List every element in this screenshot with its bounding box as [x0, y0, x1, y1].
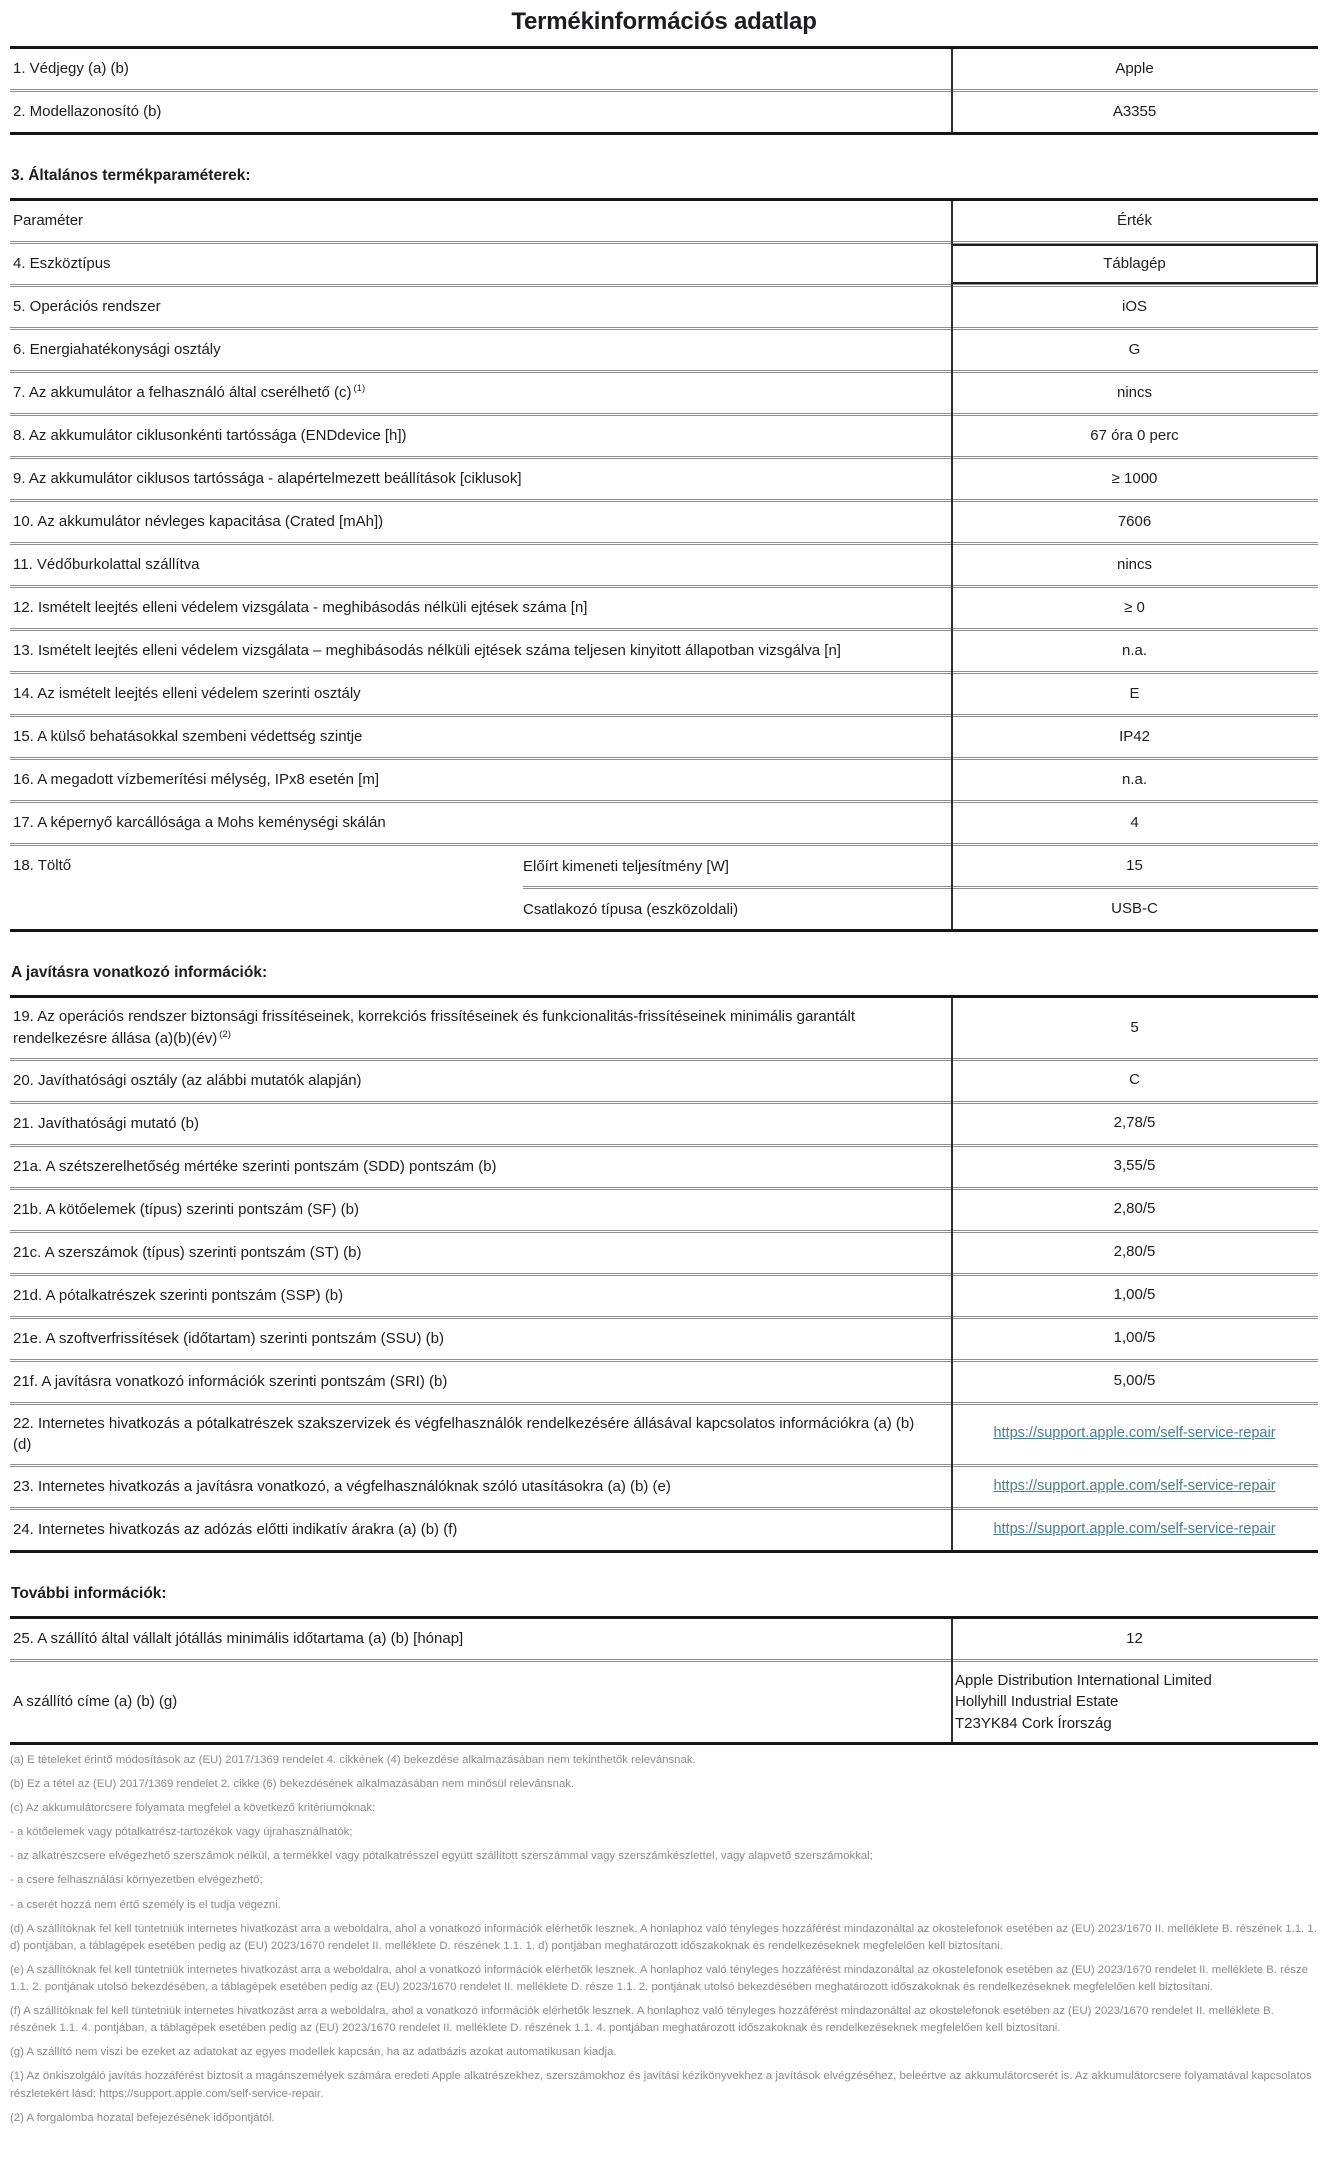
row-value: 2,80/5 — [1113, 1200, 1156, 1218]
self-service-repair-link[interactable]: https://support.apple.com/self-service-repair — [993, 1521, 1276, 1538]
table-row — [10, 456, 1318, 499]
row-label: 21. Javíthatósági mutató (b) — [13, 1114, 199, 1132]
table-row — [10, 585, 1318, 628]
table-row — [10, 1230, 1318, 1273]
supplier-address-line: Hollyhill Industrial Estate — [955, 1693, 1119, 1711]
row-value: 5 — [1130, 1018, 1139, 1036]
row-value: n.a. — [1121, 770, 1148, 788]
row-value: 67 óra 0 perc — [1090, 426, 1179, 444]
table-row — [10, 499, 1318, 542]
row-value: IP42 — [1119, 727, 1150, 745]
row-value: 3,55/5 — [1113, 1157, 1156, 1175]
supplier-address-line: T23YK84 Cork Írország — [955, 1714, 1112, 1732]
row-label: 24. Internetes hivatkozás az adózás előtti indikatív árakra (a) (b) (f) — [13, 1521, 458, 1539]
table-row — [10, 1144, 1318, 1187]
row-label: 5. Operációs rendszer — [13, 298, 161, 316]
row-label: 21b. A kötőelemek (típus) szerinti pontszám (SF) (b) — [13, 1200, 359, 1218]
supplier-address — [951, 1662, 1318, 1742]
row-label: 21f. A javításra vonatkozó információk szerinti pontszám (SRI) (b) — [13, 1372, 448, 1390]
row-value: ≥ 0 — [1124, 598, 1145, 616]
row-label: 6. Energiahatékonysági osztály — [13, 341, 221, 359]
charger-row-label: 18. Töltő — [13, 857, 72, 874]
table-row — [10, 1273, 1318, 1316]
row-label: 15. A külső behatásokkal szembeni védettség szintje — [13, 728, 363, 746]
table-header-row — [10, 201, 1318, 241]
table-row — [10, 628, 1318, 671]
row-value: 2,80/5 — [1113, 1243, 1156, 1261]
row-value — [951, 1510, 1318, 1550]
footnote: (e) A szállítóknak fel kell tüntetniük internetes hivatkozást arra a weboldalra, ahol a vonatkozó információk elérhetők lesznek. A honlaphoz való tényleges hozzáférést mindazonáltal az okostelefonok esetében az (EU) 2023/1670 rendelet II. melléklete B. része 1.1. 2. pontjának utolsó bekezdésében, a táblagépek esetében pedig az (EU) 2023/1670 rendelet II. melléklete D. része 1.1. 2. pontjának utolsó bekezdésében meghatározott időszakoknak és rendelkezéseknek megfelelően kell biztosítani. — [10, 1963, 1309, 1993]
row-label: 21e. A szoftverfrissítések (időtartam) szerinti pontszám (SSU) (b) — [13, 1329, 444, 1347]
supplier-address-line: Apple Distribution International Limited — [955, 1672, 1212, 1689]
row-value: iOS — [1121, 297, 1147, 315]
table-row — [10, 1402, 1318, 1465]
additional-information-table — [10, 1616, 1318, 1745]
charger-subrow-value: 15 — [1126, 856, 1143, 874]
row-label: 16. A megadott vízbemerítési mélység, IPx8 esetén [m] — [13, 771, 380, 789]
repair-information-table — [10, 995, 1318, 1553]
row-label: 17. A képernyő karcállósága a Mohs keménységi skálán — [13, 814, 386, 832]
row-value: nincs — [1116, 383, 1153, 401]
table-row — [10, 241, 1318, 284]
table-row — [10, 542, 1318, 585]
section-heading-general: 3. Általános termékparaméterek: — [11, 167, 251, 184]
row-value: C — [1129, 1071, 1140, 1089]
row-label: 14. Az ismételt leejtés elleni védelem szerinti osztály — [13, 685, 361, 703]
table-row — [10, 327, 1318, 370]
row-label: 21a. A szétszerelhetőség mértéke szerinti pontszám (SDD) pontszám (b) — [13, 1157, 497, 1175]
footnote: (1) Az önkiszolgáló javítás hozzáférést biztosít a magánszemélyek számára eredeti Apple alkatrészekhez, szerszámokhoz és javítási kézikönyvekhez a javítások elvégzéséhez, beleértve az akkumulátorcserét is. Az akkumulátorcsere folyamatával kapcsolatos részletekért lásd: https://support.apple.com/self-service-repair. — [10, 2070, 1312, 2100]
table-row — [10, 1187, 1318, 1230]
footnote: (2) A forgalomba hozatal befejezésének időpontjától. — [10, 2111, 275, 2124]
row-label: 13. Ismételt leejtés elleni védelem vizsgálata – meghibásodás nélküli ejtések száma teljesen kinyitott állapotban vizsgálva [n] — [13, 642, 841, 660]
self-service-repair-link[interactable]: https://support.apple.com/self-service-repair — [993, 1478, 1276, 1495]
row-value: 12 — [1126, 1629, 1143, 1647]
table-row — [10, 370, 1318, 413]
row-label: 11. Védőburkolattal szállítva — [13, 556, 200, 574]
table-row — [10, 1058, 1318, 1101]
row-label: 21d. A pótalkatrészek szerinti pontszám (SSP) (b) — [13, 1286, 344, 1304]
self-service-repair-link[interactable]: https://support.apple.com/self-service-repair — [993, 1425, 1276, 1442]
row-label: 23. Internetes hivatkozás a javításra vonatkozó, a végfelhasználóknak szóló utasításokra (a) (b) (e) — [13, 1478, 671, 1496]
table-row — [10, 49, 1318, 89]
table-row — [10, 413, 1318, 456]
footnote: (b) Ez a tétel az (EU) 2017/1369 rendelet 2. cikke (6) bekezdésének alkalmazásában nem minősül relevánsnak. — [10, 1778, 575, 1790]
footnote: - a cserét hozzá nem értő személy is el tudja végezni. — [10, 1898, 281, 1911]
table-row — [10, 89, 1318, 132]
table-row — [10, 1101, 1318, 1144]
footnote: (c) Az akkumulátorcsere folyamata megfelel a következő kritériumoknak: — [10, 1802, 376, 1815]
supplier-address-row — [10, 1659, 1318, 1742]
row-value: ≥ 1000 — [1111, 469, 1158, 487]
footnote: (a) E tételeket érintő módosítások az (EU) 2017/1369 rendelet 4. cikkének (4) bekezdése alkalmazásában nem tekinthetők relevánsnak. — [10, 1753, 696, 1766]
footnote: - a kötőelemek vagy pótalkatrész-tartozékok vagy újrahasználhatók; — [10, 1826, 353, 1839]
footnote: - a csere felhasználási környezetben elvégezhető; — [10, 1874, 263, 1887]
row-label: 12. Ismételt leejtés elleni védelem vizsgálata - meghibásodás nélküli ejtések száma [n] — [13, 599, 588, 617]
row-value: 7606 — [1117, 512, 1152, 530]
footnote-ref: (2) — [219, 1028, 231, 1040]
row-label: 4. Eszköztípus — [13, 255, 111, 273]
row-value: nincs — [1116, 555, 1153, 573]
charger-subrow — [523, 846, 1318, 886]
row-value — [951, 1467, 1318, 1507]
row-label: 10. Az akkumulátor névleges kapacitása (Crated [mAh]) — [13, 513, 384, 531]
footnote: (f) A szállítóknak fel kell tüntetniük internetes hivatkozást arra a weboldalra, ahol a vonatkozó információk elérhetők lesznek. A honlaphoz való tényleges hozzáférést mindazonáltal az okostelefonok esetében az (EU) 2023/1670 rendelet II. melléklete B. részének 1.1. 4. pontjában, a táblagépek esetében pedig az (EU) 2023/1670 rendelet II. melléklete D. részének 1.1. 4. pontjában meghatározott időszakoknak és rendelkezéseknek megfelelően kell biztosítani. — [10, 2005, 1274, 2035]
row-label: A szállító címe (a) (b) (g) — [13, 1693, 178, 1711]
footnote-ref: (1) — [353, 383, 366, 395]
table-row — [10, 1464, 1318, 1507]
column-header-parameter: Paraméter — [13, 212, 84, 230]
table-row — [10, 1507, 1318, 1550]
row-label: 7. Az akkumulátor a felhasználó által cserélhető (c) $^{(1)}$ — [13, 383, 366, 402]
section-heading-more: További információk: — [11, 1585, 167, 1602]
table-row — [10, 671, 1318, 714]
row-label: 20. Javíthatósági osztály (az alábbi mutatók alapján) — [13, 1071, 362, 1089]
column-header-value: Érték — [1116, 211, 1152, 229]
footnote: - az alkatrészcsere elvégezhető szerszámok nélkül, a termékkel vagy pótalkatrésszel együtt szállított szerszámmal vagy szerszámkészlettel, vagy alapvető szerszámokkal; — [10, 1850, 873, 1863]
footnote: (d) A szállítóknak fel kell tüntetniük internetes hivatkozást arra a weboldalra, ahol a vonatkozó információk elérhetők lesznek. A honlaphoz való tényleges hozzáférést mindazonáltal az okostelefonok esetében az (EU) 2023/1670 II. melléklete B. részének 1.1. 1. d) pontjában, a táblagépek esetében pedig az (EU) 2023/1670 rendelet II. melléklete D. részének 1.1. 1. d) pontjában meghatározott időszakoknak és rendelkezéseknek megfelelően kell biztosítani. — [10, 1922, 1317, 1952]
row-value: 1,00/5 — [1113, 1286, 1156, 1304]
row-label: 19. Az operációs rendszer biztonsági frissítéseinek, korrekciós frissítéseinek és funkcionalitás-frissítéseinek minimális garantált rendelkezésre állása (a)(b)(év) $^{(2)}$ — [13, 1008, 856, 1047]
row-value: 1,00/5 — [1113, 1329, 1156, 1347]
charger-subrow — [523, 886, 1318, 929]
table-row — [10, 284, 1318, 327]
charger-subrow-value: USB-C — [1111, 899, 1158, 917]
table-row — [10, 714, 1318, 757]
table-row — [10, 1359, 1318, 1402]
footnote: (g) A szállító nem viszi be ezeket az adatokat az egyes modellek kapcsán, ha az adatbázis azokat automatikusan kiadja. — [10, 2046, 617, 2059]
identity-table — [10, 46, 1318, 135]
row-value: Apple — [1115, 59, 1154, 77]
row-value: E — [1129, 684, 1140, 702]
row-value: Táblagép — [951, 244, 1318, 284]
row-label: 22. Internetes hivatkozás a pótalkatrészek szakszervizek és végfelhasználók rendelkezésére állásával kapcsolatos információkra (a) (b) (d) — [13, 1414, 915, 1454]
table-row — [10, 1316, 1318, 1359]
row-value: G — [1128, 340, 1141, 358]
row-label: 8. Az akkumulátor ciklusonkénti tartóssága (ENDdevice [h]) — [13, 427, 407, 445]
page-title: Termékinformációs adatlap — [511, 8, 817, 35]
row-value: 4 — [1130, 813, 1139, 831]
section-heading-repair: A javításra vonatkozó információk: — [11, 964, 268, 981]
table-row — [10, 998, 1318, 1058]
row-label: 9. Az akkumulátor ciklusos tartóssága - alapértelmezett beállítások [ciklusok] — [13, 470, 522, 488]
row-value: A3355 — [1112, 102, 1157, 120]
row-label: 1. Védjegy (a) (b) — [13, 60, 129, 78]
row-value — [951, 1405, 1318, 1465]
row-value: 2,78/5 — [1113, 1114, 1156, 1132]
row-value: 5,00/5 — [1113, 1372, 1156, 1390]
table-row — [10, 1619, 1318, 1659]
row-value: n.a. — [1121, 641, 1148, 659]
general-parameters-table — [10, 198, 1318, 932]
charger-subrow-label: Előírt kimeneti teljesítmény [W] — [523, 857, 729, 875]
row-label: 21c. A szerszámok (típus) szerinti pontszám (ST) (b) — [13, 1243, 362, 1261]
table-row — [10, 757, 1318, 800]
row-label: 25. A szállító által vállalt jótállás minimális időtartama (a) (b) [hónap] — [13, 1630, 464, 1648]
charger-subrow-label: Csatlakozó típusa (eszközoldali) — [523, 900, 739, 918]
row-label: 2. Modellazonosító (b) — [13, 103, 162, 121]
table-row — [10, 800, 1318, 843]
charger-row — [10, 843, 1318, 929]
